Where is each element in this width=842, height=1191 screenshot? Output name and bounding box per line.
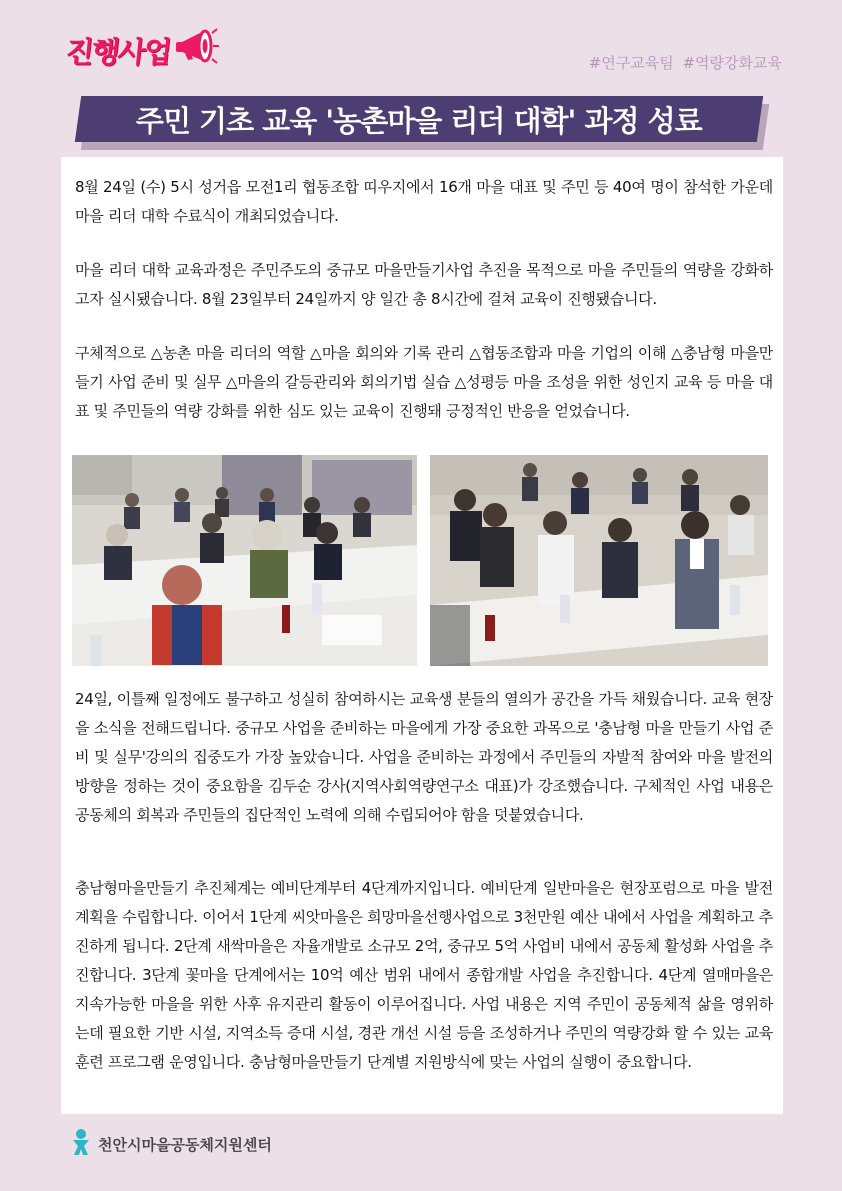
person-logo-icon xyxy=(70,1128,92,1160)
badge-label: 진행사업 xyxy=(64,35,172,69)
paragraph-system: 충남형마을만들기 추진체계는 예비단계부터 4단계까지입니다. 예비단계 일반마을은 현장포럼으로 마을 발전계획을 수립합니다. 이어서 1단계 씨앗마을은 희망마을선행사업으로 3천만원 예산 내에서 사업을 계획하고 추진하게 됩니다. 2단계 새싹마을은 자율개발로 소규모 2억, 중규모 5억 사업비 내에서 공동체 활성화 사업을 추진합니다. 3단계 꽃마을 단계에서는 10억 예산 범위 내에서 종합개발 사업을 추진합니다. 4단계 열매마을은 지속가능한 마을을 위한 사후 유지관리 활동이 이루어집니다. 사업 내용은 지역 주민이 공동체적 삶을 영위하는데 필요한 기반 시설, 지역소득 증대 시설, 경관 개선 시설 등을 조성하거나 주민의 역량강화 할 수 있는 교육훈련 프로그램 운영입니다. 충남형마을만들기 단계별 지원방식에 맞는 사업의 실행이 중요합니다. xyxy=(75,879,773,1071)
banner-box xyxy=(75,96,763,142)
hashtags: #연구교육팀 #역량강화교육 xyxy=(588,54,782,72)
footer-logo xyxy=(70,1128,272,1160)
paragraph-intro: 8월 24일 (수) 5시 성거읍 모전1리 협동조합 띠우지에서 16개 마을 대표 및 주민 등 40여 명이 참석한 가운데 마을 리더 대학 수료식이 개최되었습니다. xyxy=(75,178,773,225)
organization-name: 천안시마을공동체지원센터 xyxy=(98,1135,272,1154)
paragraph-day2: 24일, 이틀째 일정에도 불구하고 성실히 참여하시는 교육생 분들의 열의가 공간을 가득 채웠습니다. 교육 현장을 소식을 전해드립니다. 중규모 사업을 준비하는 마을에게 가장 중요한 과목으로 '충남형 마을 만들기 사업 준비 및 실무'강의의 집중도가 가장 높았습니다. 사업을 준비하는 과정에서 주민들의 자발적 참여와 마을 발전의 방향을 정하는 것이 중요함을 김두순 강사(지역사회역량연구소 대표)가 강조했습니다. 구체적인 사업 내용은 공동체의 회복과 주민들의 집단적인 노력에 의해 수립되어야 함을 덧붙였습니다. xyxy=(75,690,773,824)
page-title: 주민 기초 교육 '농촌마을 리더 대학' 과정 성료 xyxy=(136,103,702,138)
section-badge xyxy=(66,30,220,71)
classroom-photo-left xyxy=(72,455,417,666)
classroom-photo-right xyxy=(430,455,768,666)
megaphone-icon xyxy=(174,27,220,71)
paragraph-purpose: 마을 리더 대학 교육과정은 주민주도의 중규모 마을만들기사업 추진을 목적으로 마을 주민들의 역량을 강화하고자 실시됐습니다. 8월 23일부터 24일까지 양 일간 총 8시간에 걸쳐 교육이 진행됐습니다. xyxy=(75,261,773,308)
paragraph-curriculum: 구체적으로 △농촌 마을 리더의 역할 △마을 회의와 기록 관리 △협동조합과 마을 기업의 이해 △충남형 마을만들기 사업 준비 및 실무 △마을의 갈등관리와 회의기법 실습 △성평등 마을 조성을 위한 성인지 교육 등 마을 대표 및 주민들의 역량 강화를 위한 심도 있는 교육이 진행돼 긍정적인 반응을 얻었습니다. xyxy=(75,344,773,420)
title-banner xyxy=(78,96,766,150)
